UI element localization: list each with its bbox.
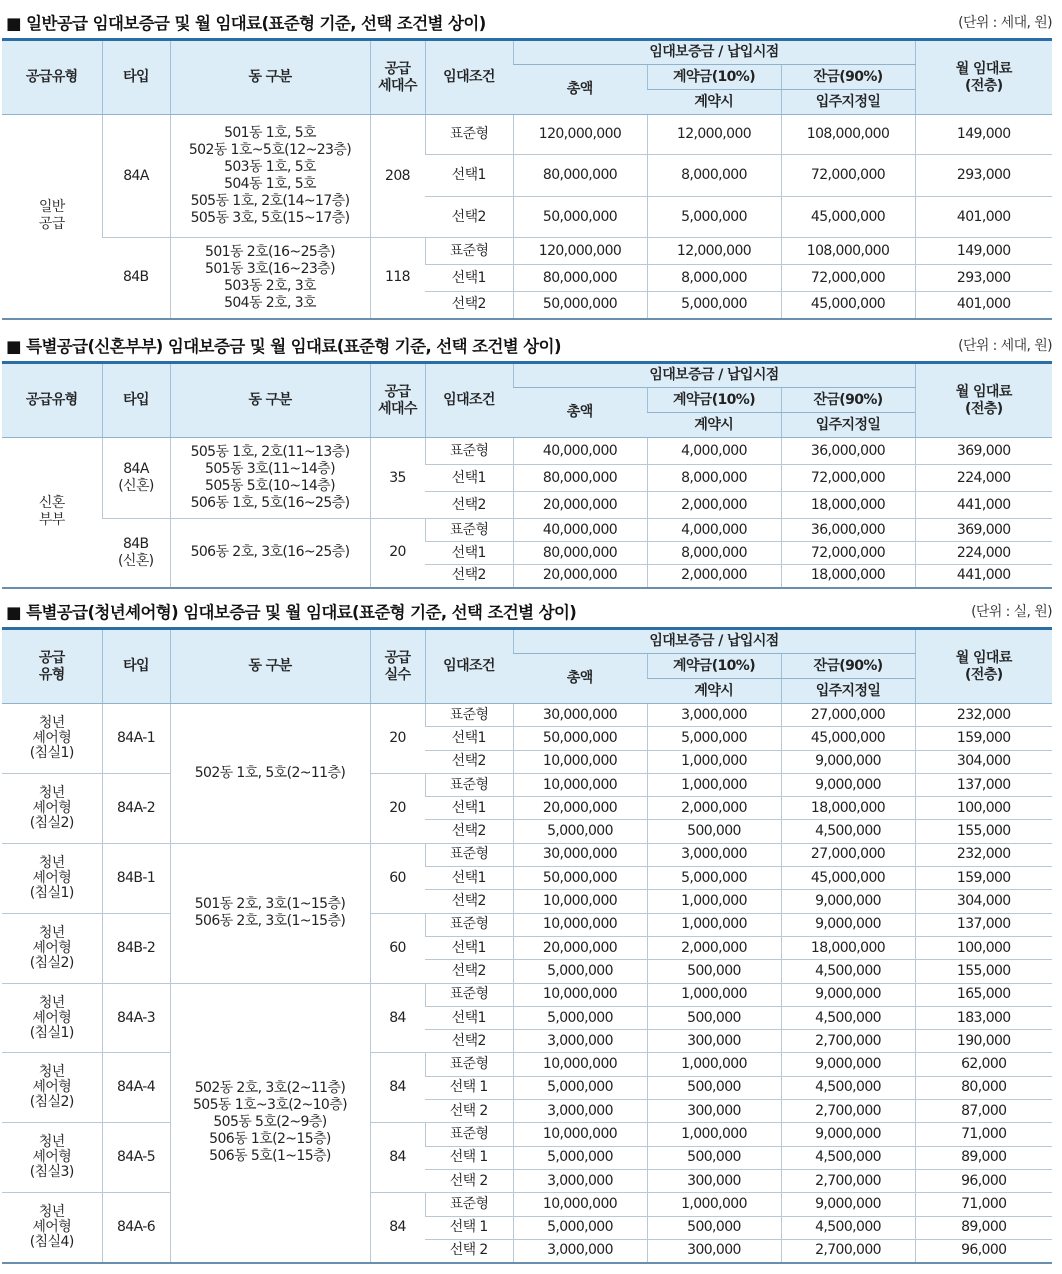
units-cell: 118 xyxy=(370,238,425,319)
balance-cell: 108,000,000 xyxy=(781,115,915,155)
balance-cell: 72,000,000 xyxy=(781,155,915,197)
table-row xyxy=(2,773,1052,796)
unit-label: (단위 : 세대, 원) xyxy=(958,338,1052,354)
total-cell: 80,000,000 xyxy=(513,265,647,292)
condition-cell: 표준형 xyxy=(425,704,513,727)
table-header xyxy=(2,629,1052,704)
down-cell: 5,000,000 xyxy=(647,292,781,319)
monthly-cell: 293,000 xyxy=(915,155,1052,197)
header-down-when: 계약시 xyxy=(647,90,781,115)
total-cell: 20,000,000 xyxy=(513,797,647,820)
table-row xyxy=(2,1193,1052,1216)
total-cell: 20,000,000 xyxy=(513,936,647,959)
down-cell: 3,000,000 xyxy=(647,704,781,727)
balance-cell: 45,000,000 xyxy=(781,292,915,319)
monthly-cell: 100,000 xyxy=(915,936,1052,959)
header-balance: 잔금(90%) xyxy=(781,388,915,413)
monthly-cell: 155,000 xyxy=(915,960,1052,983)
monthly-cell: 401,000 xyxy=(915,292,1052,319)
type-cell: 84A-3 xyxy=(102,983,170,1053)
header-supply-type: 공급유형 xyxy=(2,40,102,115)
monthly-cell: 137,000 xyxy=(915,773,1052,796)
condition-cell: 표준형 xyxy=(425,438,513,465)
condition-cell: 선택1 xyxy=(425,727,513,750)
balance-cell: 72,000,000 xyxy=(781,265,915,292)
total-cell: 30,000,000 xyxy=(513,843,647,866)
monthly-cell: 304,000 xyxy=(915,750,1052,773)
header-deposit-group: 임대보증금 / 납입시점 xyxy=(513,363,915,388)
condition-cell: 선택2 xyxy=(425,492,513,519)
supply-group-label: 청년 셰어형 (침실3) xyxy=(2,1123,102,1193)
total-cell: 40,000,000 xyxy=(513,519,647,542)
header-down-when: 계약시 xyxy=(647,413,781,438)
header-down-when: 계약시 xyxy=(647,679,781,704)
header-type: 타입 xyxy=(102,629,170,704)
down-cell: 2,000,000 xyxy=(647,936,781,959)
building-cell: 501동 1호, 5호 502동 1호~5호(12~23층) 503동 1호, 5호 504동 1호, 5호 505동 1호, 2호(14~17층) 505동 3호, 5호(15~17층) xyxy=(170,115,370,238)
section-title: ■ 일반공급 임대보증금 및 월 임대료(표준형 기준, 선택 조건별 상이) xyxy=(6,14,486,33)
down-cell: 8,000,000 xyxy=(647,542,781,565)
down-cell: 300,000 xyxy=(647,1239,781,1262)
down-cell: 5,000,000 xyxy=(647,197,781,238)
down-cell: 300,000 xyxy=(647,1030,781,1053)
header-building: 동 구분 xyxy=(170,40,370,115)
down-cell: 500,000 xyxy=(647,1076,781,1099)
balance-cell: 18,000,000 xyxy=(781,565,915,588)
type-cell: 84A-5 xyxy=(102,1123,170,1193)
table-row xyxy=(2,913,1052,936)
monthly-cell: 369,000 xyxy=(915,519,1052,542)
down-cell: 1,000,000 xyxy=(647,1053,781,1076)
total-cell: 20,000,000 xyxy=(513,492,647,519)
condition-cell: 선택1 xyxy=(425,867,513,890)
total-cell: 5,000,000 xyxy=(513,820,647,843)
type-cell: 84A-2 xyxy=(102,773,170,843)
table-row xyxy=(2,1053,1052,1076)
header-units: 공급 세대수 xyxy=(370,40,425,115)
header-type: 타입 xyxy=(102,40,170,115)
total-cell: 10,000,000 xyxy=(513,983,647,1006)
supply-group-label: 청년 셰어형 (침실4) xyxy=(2,1193,102,1263)
total-cell: 120,000,000 xyxy=(513,115,647,155)
monthly-cell: 96,000 xyxy=(915,1239,1052,1262)
down-cell: 500,000 xyxy=(647,1216,781,1239)
condition-cell: 선택1 xyxy=(425,155,513,197)
balance-cell: 9,000,000 xyxy=(781,1123,915,1146)
total-cell: 80,000,000 xyxy=(513,155,647,197)
unit-label: (단위 : 실, 원) xyxy=(971,604,1052,620)
type-cell: 84B-2 xyxy=(102,913,170,983)
header-building: 동 구분 xyxy=(170,629,370,704)
condition-cell: 선택 2 xyxy=(425,1169,513,1192)
balance-cell: 27,000,000 xyxy=(781,843,915,866)
condition-cell: 선택2 xyxy=(425,890,513,913)
condition-cell: 선택1 xyxy=(425,1006,513,1029)
total-cell: 5,000,000 xyxy=(513,1076,647,1099)
monthly-cell: 232,000 xyxy=(915,843,1052,866)
supply-group-label: 일반 공급 xyxy=(2,115,102,319)
down-cell: 300,000 xyxy=(647,1100,781,1123)
total-cell: 40,000,000 xyxy=(513,438,647,465)
condition-cell: 선택1 xyxy=(425,542,513,565)
header-units: 공급 실수 xyxy=(370,629,425,704)
down-cell: 500,000 xyxy=(647,960,781,983)
building-cell: 501동 2호, 3호(1~15층) 506동 2호, 3호(1~15층) xyxy=(170,843,370,983)
type-cell: 84B (신혼) xyxy=(102,519,170,588)
units-cell: 208 xyxy=(370,115,425,238)
header-supply-type: 공급 유형 xyxy=(2,629,102,704)
down-cell: 4,000,000 xyxy=(647,438,781,465)
header-monthly: 월 임대료 (전층) xyxy=(915,629,1052,704)
total-cell: 10,000,000 xyxy=(513,750,647,773)
type-cell: 84B-1 xyxy=(102,843,170,913)
monthly-cell: 87,000 xyxy=(915,1100,1052,1123)
supply-group-label: 청년 셰어형 (침실2) xyxy=(2,773,102,843)
monthly-cell: 369,000 xyxy=(915,438,1052,465)
monthly-cell: 155,000 xyxy=(915,820,1052,843)
total-cell: 80,000,000 xyxy=(513,542,647,565)
condition-cell: 선택2 xyxy=(425,1030,513,1053)
balance-cell: 9,000,000 xyxy=(781,890,915,913)
table-row xyxy=(2,843,1052,866)
balance-cell: 18,000,000 xyxy=(781,797,915,820)
monthly-cell: 96,000 xyxy=(915,1169,1052,1192)
condition-cell: 선택 1 xyxy=(425,1076,513,1099)
header-monthly: 월 임대료 (전층) xyxy=(915,363,1052,438)
type-cell: 84A-4 xyxy=(102,1053,170,1123)
header-balance-when: 입주지정일 xyxy=(781,90,915,115)
balance-cell: 72,000,000 xyxy=(781,542,915,565)
section-general-supply xyxy=(0,6,1062,320)
building-cell: 506동 2호, 3호(16~25층) xyxy=(170,519,370,588)
header-balance-when: 입주지정일 xyxy=(781,413,915,438)
header-condition: 임대조건 xyxy=(425,40,513,115)
header-total: 총액 xyxy=(513,388,647,438)
total-cell: 10,000,000 xyxy=(513,1123,647,1146)
table-row xyxy=(2,519,1052,542)
down-cell: 1,000,000 xyxy=(647,1193,781,1216)
balance-cell: 36,000,000 xyxy=(781,438,915,465)
condition-cell: 선택 1 xyxy=(425,1146,513,1169)
balance-cell: 27,000,000 xyxy=(781,704,915,727)
monthly-cell: 165,000 xyxy=(915,983,1052,1006)
units-cell: 20 xyxy=(370,704,425,774)
monthly-cell: 224,000 xyxy=(915,542,1052,565)
condition-cell: 표준형 xyxy=(425,983,513,1006)
monthly-cell: 62,000 xyxy=(915,1053,1052,1076)
condition-cell: 표준형 xyxy=(425,913,513,936)
type-cell: 84A-1 xyxy=(102,704,170,774)
down-cell: 1,000,000 xyxy=(647,983,781,1006)
condition-cell: 선택 1 xyxy=(425,1216,513,1239)
balance-cell: 2,700,000 xyxy=(781,1030,915,1053)
supply-group-label: 신혼 부부 xyxy=(2,438,102,588)
down-cell: 500,000 xyxy=(647,820,781,843)
condition-cell: 선택 2 xyxy=(425,1100,513,1123)
total-cell: 5,000,000 xyxy=(513,1006,647,1029)
table-header xyxy=(2,40,1052,115)
balance-cell: 9,000,000 xyxy=(781,1193,915,1216)
monthly-cell: 441,000 xyxy=(915,565,1052,588)
down-cell: 3,000,000 xyxy=(647,843,781,866)
rent-table-newlywed xyxy=(2,361,1052,589)
total-cell: 10,000,000 xyxy=(513,890,647,913)
building-cell: 505동 1호, 2호(11~13층) 505동 3호(11~14층) 505동 5호(10~14층) 506동 1호, 5호(16~25층) xyxy=(170,438,370,519)
table-header xyxy=(2,363,1052,438)
total-cell: 10,000,000 xyxy=(513,773,647,796)
total-cell: 3,000,000 xyxy=(513,1169,647,1192)
monthly-cell: 71,000 xyxy=(915,1193,1052,1216)
table-row xyxy=(2,704,1052,727)
condition-cell: 선택1 xyxy=(425,265,513,292)
total-cell: 50,000,000 xyxy=(513,292,647,319)
total-cell: 120,000,000 xyxy=(513,238,647,265)
balance-cell: 45,000,000 xyxy=(781,197,915,238)
total-cell: 10,000,000 xyxy=(513,913,647,936)
balance-cell: 2,700,000 xyxy=(781,1100,915,1123)
total-cell: 50,000,000 xyxy=(513,867,647,890)
supply-group-label: 청년 셰어형 (침실1) xyxy=(2,704,102,774)
monthly-cell: 159,000 xyxy=(915,727,1052,750)
down-cell: 1,000,000 xyxy=(647,913,781,936)
type-cell: 84A-6 xyxy=(102,1193,170,1263)
header-deposit-group: 임대보증금 / 납입시점 xyxy=(513,629,915,654)
monthly-cell: 71,000 xyxy=(915,1123,1052,1146)
balance-cell: 9,000,000 xyxy=(781,913,915,936)
balance-cell: 45,000,000 xyxy=(781,727,915,750)
condition-cell: 표준형 xyxy=(425,843,513,866)
balance-cell: 18,000,000 xyxy=(781,936,915,959)
down-cell: 500,000 xyxy=(647,1146,781,1169)
balance-cell: 4,500,000 xyxy=(781,820,915,843)
down-cell: 12,000,000 xyxy=(647,238,781,265)
header-units: 공급 세대수 xyxy=(370,363,425,438)
header-down: 계약금(10%) xyxy=(647,388,781,413)
condition-cell: 선택2 xyxy=(425,292,513,319)
monthly-cell: 89,000 xyxy=(915,1146,1052,1169)
down-cell: 12,000,000 xyxy=(647,115,781,155)
condition-cell: 선택2 xyxy=(425,960,513,983)
table-row xyxy=(2,983,1052,1006)
down-cell: 4,000,000 xyxy=(647,519,781,542)
monthly-cell: 159,000 xyxy=(915,867,1052,890)
units-cell: 84 xyxy=(370,1053,425,1123)
type-cell: 84A (신혼) xyxy=(102,438,170,519)
table-row xyxy=(2,1123,1052,1146)
balance-cell: 4,500,000 xyxy=(781,1216,915,1239)
total-cell: 50,000,000 xyxy=(513,727,647,750)
header-supply-type: 공급유형 xyxy=(2,363,102,438)
down-cell: 300,000 xyxy=(647,1169,781,1192)
table-row xyxy=(2,115,1052,155)
down-cell: 1,000,000 xyxy=(647,890,781,913)
down-cell: 8,000,000 xyxy=(647,465,781,492)
units-cell: 20 xyxy=(370,519,425,588)
monthly-cell: 149,000 xyxy=(915,115,1052,155)
total-cell: 10,000,000 xyxy=(513,1053,647,1076)
youth-table-body xyxy=(2,704,1052,1263)
down-cell: 1,000,000 xyxy=(647,1123,781,1146)
header-balance: 잔금(90%) xyxy=(781,65,915,90)
header-condition: 임대조건 xyxy=(425,363,513,438)
building-cell: 502동 1호, 5호(2~11층) xyxy=(170,704,370,844)
table-row xyxy=(2,238,1052,265)
type-cell: 84B xyxy=(102,238,170,319)
header-balance: 잔금(90%) xyxy=(781,654,915,679)
balance-cell: 9,000,000 xyxy=(781,773,915,796)
total-cell: 5,000,000 xyxy=(513,960,647,983)
condition-cell: 표준형 xyxy=(425,1053,513,1076)
table-row xyxy=(2,438,1052,465)
total-cell: 3,000,000 xyxy=(513,1100,647,1123)
condition-cell: 표준형 xyxy=(425,773,513,796)
total-cell: 30,000,000 xyxy=(513,704,647,727)
condition-cell: 표준형 xyxy=(425,238,513,265)
supply-group-label: 청년 셰어형 (침실2) xyxy=(2,913,102,983)
header-total: 총액 xyxy=(513,654,647,704)
header-down: 계약금(10%) xyxy=(647,65,781,90)
balance-cell: 45,000,000 xyxy=(781,867,915,890)
balance-cell: 2,700,000 xyxy=(781,1239,915,1262)
total-cell: 5,000,000 xyxy=(513,1146,647,1169)
condition-cell: 표준형 xyxy=(425,115,513,155)
total-cell: 10,000,000 xyxy=(513,1193,647,1216)
condition-cell: 표준형 xyxy=(425,519,513,542)
balance-cell: 4,500,000 xyxy=(781,1146,915,1169)
balance-cell: 4,500,000 xyxy=(781,960,915,983)
down-cell: 2,000,000 xyxy=(647,492,781,519)
down-cell: 500,000 xyxy=(647,1006,781,1029)
monthly-cell: 401,000 xyxy=(915,197,1052,238)
units-cell: 84 xyxy=(370,1123,425,1193)
units-cell: 60 xyxy=(370,913,425,983)
units-cell: 84 xyxy=(370,983,425,1053)
monthly-cell: 441,000 xyxy=(915,492,1052,519)
condition-cell: 선택1 xyxy=(425,797,513,820)
section-youth-share-supply xyxy=(0,595,1062,1264)
total-cell: 5,000,000 xyxy=(513,1216,647,1239)
building-cell: 501동 2호(16~25층) 501동 3호(16~23층) 503동 2호, 3호 504동 2호, 3호 xyxy=(170,238,370,319)
down-cell: 5,000,000 xyxy=(647,727,781,750)
balance-cell: 72,000,000 xyxy=(781,465,915,492)
balance-cell: 9,000,000 xyxy=(781,1053,915,1076)
balance-cell: 36,000,000 xyxy=(781,519,915,542)
down-cell: 8,000,000 xyxy=(647,265,781,292)
type-cell: 84A xyxy=(102,115,170,238)
down-cell: 1,000,000 xyxy=(647,750,781,773)
monthly-cell: 293,000 xyxy=(915,265,1052,292)
condition-cell: 선택1 xyxy=(425,465,513,492)
balance-cell: 9,000,000 xyxy=(781,983,915,1006)
header-balance-when: 입주지정일 xyxy=(781,679,915,704)
building-cell: 502동 2호, 3호(2~11층) 505동 1호~3호(2~10층) 505동 5호(2~9층) 506동 1호(2~15층) 506동 5호(1~15층) xyxy=(170,983,370,1263)
header-down: 계약금(10%) xyxy=(647,654,781,679)
rent-table-general xyxy=(2,38,1052,320)
balance-cell: 108,000,000 xyxy=(781,238,915,265)
condition-cell: 선택1 xyxy=(425,936,513,959)
supply-group-label: 청년 셰어형 (침실2) xyxy=(2,1053,102,1123)
balance-cell: 4,500,000 xyxy=(781,1006,915,1029)
units-cell: 20 xyxy=(370,773,425,843)
monthly-cell: 224,000 xyxy=(915,465,1052,492)
units-cell: 84 xyxy=(370,1193,425,1263)
balance-cell: 9,000,000 xyxy=(781,750,915,773)
down-cell: 1,000,000 xyxy=(647,773,781,796)
total-cell: 20,000,000 xyxy=(513,565,647,588)
header-building: 동 구분 xyxy=(170,363,370,438)
condition-cell: 선택2 xyxy=(425,750,513,773)
condition-cell: 표준형 xyxy=(425,1123,513,1146)
section-title: ■ 특별공급(청년셰어형) 임대보증금 및 월 임대료(표준형 기준, 선택 조건별 상이) xyxy=(6,603,577,622)
monthly-cell: 137,000 xyxy=(915,913,1052,936)
monthly-cell: 89,000 xyxy=(915,1216,1052,1239)
total-cell: 3,000,000 xyxy=(513,1030,647,1053)
condition-cell: 선택2 xyxy=(425,197,513,238)
condition-cell: 선택2 xyxy=(425,565,513,588)
header-deposit-group: 임대보증금 / 납입시점 xyxy=(513,40,915,65)
monthly-cell: 304,000 xyxy=(915,890,1052,913)
condition-cell: 선택 2 xyxy=(425,1239,513,1262)
header-total: 총액 xyxy=(513,65,647,115)
header-type: 타입 xyxy=(102,363,170,438)
down-cell: 5,000,000 xyxy=(647,867,781,890)
balance-cell: 2,700,000 xyxy=(781,1169,915,1192)
monthly-cell: 80,000 xyxy=(915,1076,1052,1099)
rent-table-youth-share xyxy=(2,627,1052,1264)
monthly-cell: 149,000 xyxy=(915,238,1052,265)
monthly-cell: 183,000 xyxy=(915,1006,1052,1029)
down-cell: 2,000,000 xyxy=(647,797,781,820)
total-cell: 3,000,000 xyxy=(513,1239,647,1262)
down-cell: 8,000,000 xyxy=(647,155,781,197)
condition-cell: 표준형 xyxy=(425,1193,513,1216)
units-cell: 60 xyxy=(370,843,425,913)
header-condition: 임대조건 xyxy=(425,629,513,704)
monthly-cell: 232,000 xyxy=(915,704,1052,727)
units-cell: 35 xyxy=(370,438,425,519)
unit-label: (단위 : 세대, 원) xyxy=(958,15,1052,31)
header-monthly: 월 임대료 (전층) xyxy=(915,40,1052,115)
monthly-cell: 100,000 xyxy=(915,797,1052,820)
section-title: ■ 특별공급(신혼부부) 임대보증금 및 월 임대료(표준형 기준, 선택 조건별 상이) xyxy=(6,337,561,356)
balance-cell: 4,500,000 xyxy=(781,1076,915,1099)
monthly-cell: 190,000 xyxy=(915,1030,1052,1053)
condition-cell: 선택2 xyxy=(425,820,513,843)
balance-cell: 18,000,000 xyxy=(781,492,915,519)
total-cell: 80,000,000 xyxy=(513,465,647,492)
total-cell: 50,000,000 xyxy=(513,197,647,238)
supply-group-label: 청년 셰어형 (침실1) xyxy=(2,843,102,913)
supply-group-label: 청년 셰어형 (침실1) xyxy=(2,983,102,1053)
down-cell: 2,000,000 xyxy=(647,565,781,588)
section-newlywed-supply xyxy=(0,329,1062,589)
